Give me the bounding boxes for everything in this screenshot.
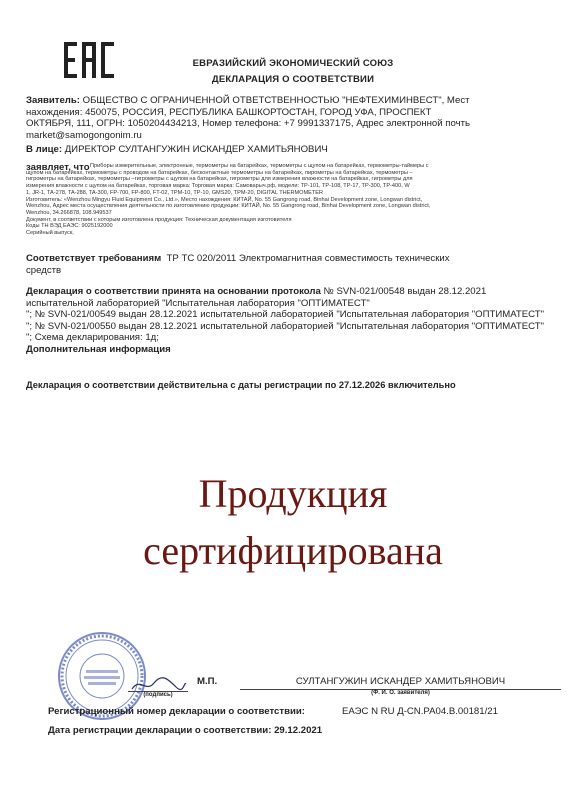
declares-line: измерения влажности с щупом на батарейках, торговая марка: Торговая марка: Самоварыч.рф, модели: TP-101, TP-108, TP-17, TP-300, TP-400, W — [26, 183, 410, 190]
conforms-label: Соответствует требованиям — [26, 253, 162, 264]
basis-line-1: № SVN-021/00548 выдан 28.12.2021 — [323, 286, 487, 297]
applicant-line-4: market@samogongonim.ru — [26, 129, 142, 141]
overlay-line-2: сертифицирована — [143, 528, 443, 573]
mp-label: М.П. — [197, 676, 218, 687]
represented-value: ДИРЕКТОР СУЛТАНГУЖИН ИСКАНДЕР ХАМИТЬЯНОВИЧ — [64, 144, 328, 155]
declares-line: Wenzhou, 34.266878, 108.949537 — [26, 209, 112, 216]
document-title: ДЕКЛАРАЦИЯ О СООТВЕТСТВИИ — [211, 74, 375, 85]
validity-text: Декларация о соответствии действительна с даты регистрации по 27.12.2026 включительно — [26, 380, 456, 390]
declares-line: Коды ТН ВЭД ЕАЭС: 9025192000 — [26, 223, 113, 230]
registration-number-value: ЕАЭС N RU Д-CN.PA04.B.00181/21 — [342, 706, 498, 717]
registration-number-label: Регистрационный номер декларации о соответствии: — [48, 706, 305, 717]
represented-by — [26, 144, 571, 156]
basis-line-4: "; № SVN-021/00550 выдан 28.12.2021 испытательной лабораторией "Испытательная лаборатория "ОПТИМАТЕСТ" — [26, 320, 545, 332]
conforms-line-2: средств — [26, 264, 62, 276]
signature-line — [128, 691, 190, 698]
union-title: ЕВРАЗИЙСКИЙ ЭКОНОМИЧЕСКИЙ СОЮЗ — [192, 58, 394, 69]
registration-date-label: Дата регистрации декларации о соответствии: — [48, 725, 272, 736]
declares-line: щупом на батарейках, термометры с проводом на батарейках, бесконтактные термометры на батарейках, пирометры на батарейках, термометры – — [26, 169, 413, 176]
additional-info-label: Дополнительная информация — [26, 344, 171, 355]
applicant-line-1: ОБЩЕСТВО С ОГРАНИЧЕННОЙ ОТВЕТСТВЕННОСТЬЮ "НЕФТЕХИМИНВЕСТ", Мест — [82, 95, 470, 106]
handwritten-signature — [128, 675, 188, 695]
basis-line-3: "; № SVN-021/00549 выдан 28.12.2021 испытательной лабораторией "Испытательная лаборатория "ОПТИМАТЕСТ" — [26, 309, 545, 321]
registration-number-row — [48, 706, 576, 718]
applicant-name-block — [228, 676, 573, 696]
declares-line: Серийный выпуск, — [26, 230, 74, 237]
basis-line-2: испытательной лабораторией "Испытательная лаборатория "ОПТИМАТЕСТ" — [26, 297, 370, 309]
overlay-line-1: Продукция — [198, 471, 388, 516]
represented-label: В лице: — [26, 144, 63, 155]
name-caption: (Ф. И. О. заявителя) — [371, 689, 430, 696]
declares-line: Изготовитель: «Wenzhou Mingyu Fluid Equipment Co., Ltd.», Место нахождения: КИТАЙ, No. 55 Gangrong road, Binhai Development zone, Longwan district, — [26, 196, 423, 203]
conforms-line-1: ТР ТС 020/2011 Электромагнитная совместимость технических — [166, 253, 450, 264]
applicant-block — [26, 95, 571, 141]
basis-block — [26, 286, 574, 344]
basis-line-5: "; Схема декларирования: 1д; — [26, 332, 159, 344]
declares-line: 1, JR-1, TA-278, TA-288, TA-300, FP-700, FP-800, FT-02, TPM-10, TP-10, GMS20, TPM-20, DIGITAL THERMOMETER — [26, 189, 324, 196]
declares-label: заявляет, что — [26, 162, 90, 173]
declares-text — [26, 163, 574, 237]
declares-line: Wenzhou, Адрес места осуществления деятельности по изготовлению продукции: КИТАЙ, No. 55 Gangrong road, Binhai Development zone, Longwan district, — [26, 203, 431, 210]
applicant-name: СУЛТАНГУЖИН ИСКАНДЕР ХАМИТЬЯНОВИЧ — [295, 676, 506, 687]
conforms-block — [26, 253, 571, 276]
registration-date-row — [48, 725, 576, 737]
declares-line: Документ, в соответствии с которым изготовлена продукция: Техническая документация изготовителя — [26, 216, 292, 223]
applicant-line-3: ОКТЯБРЯ, 111, ОГРН: 1050204434213, Номер телефона: +7 9991337175, Адрес электронной почть — [26, 118, 470, 130]
applicant-label: Заявитель: — [26, 95, 80, 106]
declares-line: Приборы измерительные, электронные, термометры на батарейках, термометры с щупом на батарейках, термометры-таймеры с — [90, 163, 429, 169]
basis-label: Декларация о соответствии принята на основании протокола — [26, 286, 321, 297]
applicant-line-2: нахождения: 450075, РОССИЯ, РЕСПУБЛИКА БАШКОРТОСТАН, ГОРОД УФА, ПРОСПЕКТ — [26, 106, 432, 118]
declares-line: гигрометры на батарейках, термометры –гигрометры с щупом на батарейках, гигрометры для измерения влажности на батарейках, гигрометры для — [26, 176, 413, 183]
registration-date-value: 29.12.2021 — [274, 725, 323, 736]
signature-caption: (подпись) — [143, 692, 173, 698]
